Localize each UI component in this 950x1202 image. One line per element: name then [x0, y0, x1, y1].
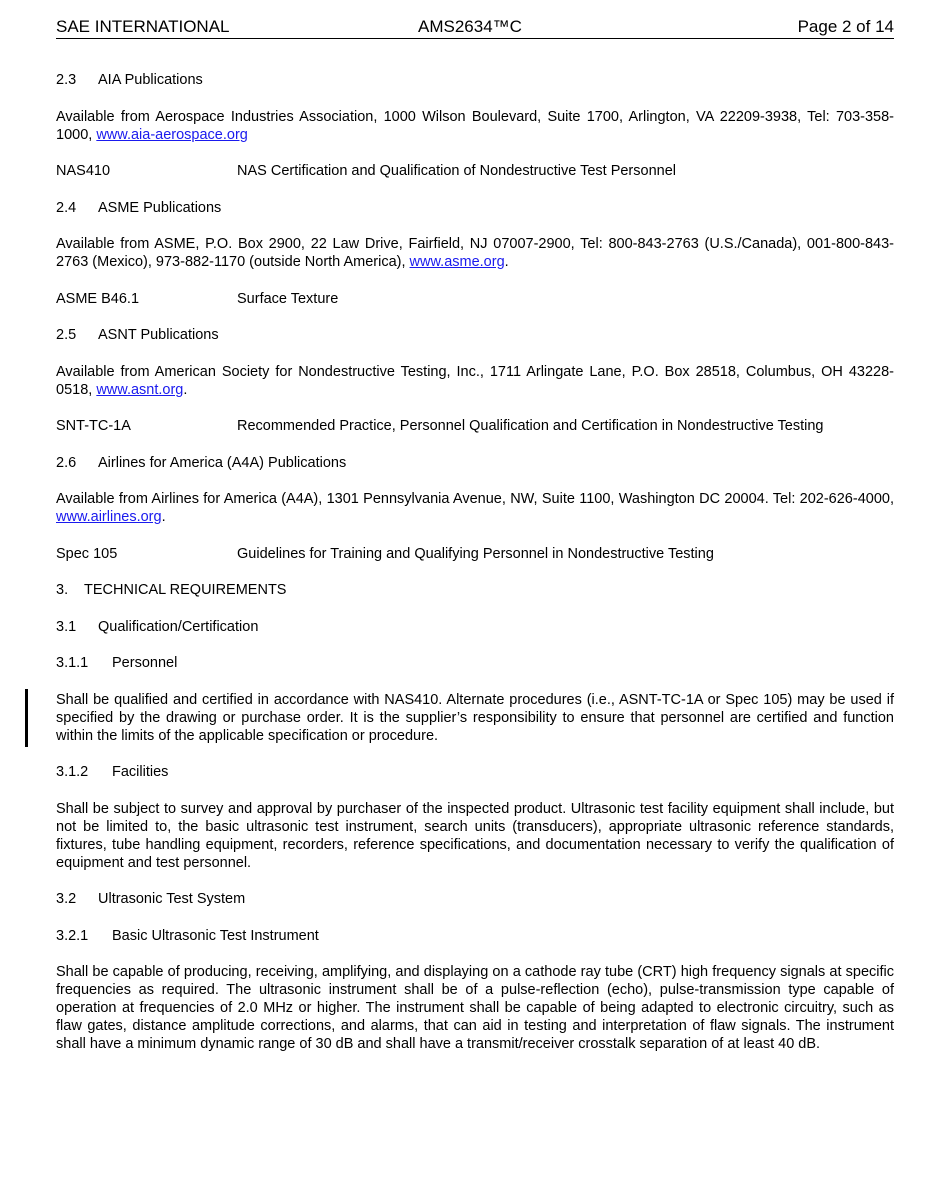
section-number: 3.2 — [56, 891, 77, 907]
aia-link[interactable]: www.aia-aerospace.org — [96, 126, 248, 143]
section-number: 2.6 — [56, 454, 77, 471]
reference-code: SNT-TC-1A — [56, 418, 131, 434]
section-3-1-2-body: Shall be subject to survey and approval by purchaser of the inspected product. Ultrasonic test facility equipment shall include, but not be limited to, the basic ultrasonic test instrument, search units (transducers), appropriate ultrasonic reference standards, fixtures, tube handling equipment, recorders, reference specifications, and documentation necessary to verify the qualification of equipment and test personnel. — [56, 800, 894, 871]
section-2-3-availability — [56, 108, 894, 144]
availability-text: Available from American Society for Nondestructive Testing, Inc., 1711 Arlingate Lane, P.O. Box 28518, Columbus, OH 43228-0518, — [56, 363, 894, 398]
asme-link[interactable]: www.asme.org — [409, 254, 505, 270]
section-2-6-availability — [56, 490, 894, 526]
reference-title: NAS Certification and Qualification of Nondestructive Test Personnel — [237, 163, 676, 179]
section-title: Airlines for America (A4A) Publications — [98, 454, 347, 471]
section-title: Personnel — [112, 655, 178, 671]
section-2-4-availability — [56, 235, 894, 271]
section-3-1-1-heading — [56, 654, 894, 672]
section-number: 3.1.1 — [56, 655, 89, 671]
section-title: AIA Publications — [98, 72, 203, 88]
section-title: ASME Publications — [98, 199, 222, 216]
section-3-2-heading — [56, 890, 894, 908]
section-number: 2.5 — [56, 327, 77, 343]
section-title: Ultrasonic Test System — [98, 891, 246, 907]
section-2-5-heading — [56, 326, 894, 344]
availability-tail: . — [183, 381, 188, 398]
airlines-link[interactable]: www.airlines.org — [56, 509, 162, 525]
section-number: 3.2.1 — [56, 927, 89, 944]
header-page-number: Page 2 of 14 — [797, 17, 894, 36]
section-number: 3. — [56, 582, 69, 598]
section-title: TECHNICAL REQUIREMENTS — [84, 582, 287, 598]
section-title: ASNT Publications — [98, 327, 219, 343]
availability-tail: . — [504, 254, 509, 270]
reference-title: Guidelines for Training and Qualifying Personnel in Nondestructive Testing — [237, 545, 714, 562]
reference-asme-b46-1 — [56, 290, 894, 308]
reference-code: Spec 105 — [56, 545, 118, 562]
header-organization: SAE INTERNATIONAL — [56, 17, 230, 36]
revision-change-bar — [25, 689, 28, 747]
document-body — [56, 71, 894, 1072]
section-2-3-heading — [56, 71, 894, 89]
reference-code: NAS410 — [56, 163, 111, 179]
section-title: Basic Ultrasonic Test Instrument — [112, 927, 319, 944]
section-3-1-2-heading — [56, 763, 894, 781]
section-2-6-heading — [56, 454, 894, 472]
reference-title: Recommended Practice, Personnel Qualification and Certification in Nondestructive Testing — [237, 418, 824, 434]
availability-text: Available from Airlines for America (A4A), 1301 Pennsylvania Avenue, NW, Suite 1100, Washington DC 20004. Tel: 202-626-4000, — [56, 491, 894, 507]
page-header — [56, 16, 894, 39]
section-2-5-availability — [56, 363, 894, 399]
section-3-1-1-body: Shall be qualified and certified in accordance with NAS410. Alternate procedures (i.e., ASNT-TC-1A or Spec 105) may be used if specified by the drawing or purchase order. It is the supplier’s responsibility to ensure that personnel are certified and function within the limits of the applicable specification or procedure. — [56, 691, 894, 744]
section-title: Facilities — [112, 764, 169, 780]
section-number: 3.1.2 — [56, 764, 89, 780]
section-number: 2.4 — [56, 199, 77, 216]
availability-text: Available from Aerospace Industries Association, 1000 Wilson Boulevard, Suite 1700, Arlington, VA 22209-3938, Tel: 703-358-1000, — [56, 108, 894, 143]
header-document-number: AMS2634™C — [418, 17, 522, 36]
availability-text: Available from ASME, P.O. Box 2900, 22 Law Drive, Fairfield, NJ 07007-2900, Tel: 800-843-2763 (U.S./Canada), 001-800-843-2763 (Mexico), 973-882-1170 (outside North America), — [56, 236, 894, 270]
section-number: 2.3 — [56, 72, 77, 88]
reference-code: ASME B46.1 — [56, 290, 140, 307]
asnt-link[interactable]: www.asnt.org — [96, 381, 184, 398]
reference-spec-105 — [56, 545, 894, 563]
reference-nas410 — [56, 162, 894, 180]
section-number: 3.1 — [56, 618, 77, 635]
section-2-4-heading — [56, 199, 894, 217]
section-title: Qualification/Certification — [98, 618, 259, 635]
section-3-1-heading — [56, 618, 894, 636]
section-3-2-1-heading — [56, 927, 894, 945]
reference-snt-tc-1a — [56, 417, 894, 435]
reference-title: Surface Texture — [237, 290, 339, 307]
section-3-heading — [56, 581, 894, 599]
section-3-2-1-body: Shall be capable of producing, receiving, amplifying, and displaying on a cathode ray tube (CRT) high frequency signals at specific frequencies as required. The ultrasonic instrument shall be of a pulse-reflection (echo), pulse-transmission type capable of operation at frequencies of 2.0 MHz or higher. The instrument shall be capable of being adapted to electronic circuitry, such as flaw gates, distance amplitude corrections, and alarms, that can aid in testing and interpretation of flaw signals. The instrument shall have a minimum dynamic range of 30 dB and shall have a transmit/receiver crosstalk separation of at least 40 dB. — [56, 964, 894, 1052]
availability-tail: . — [161, 509, 166, 525]
